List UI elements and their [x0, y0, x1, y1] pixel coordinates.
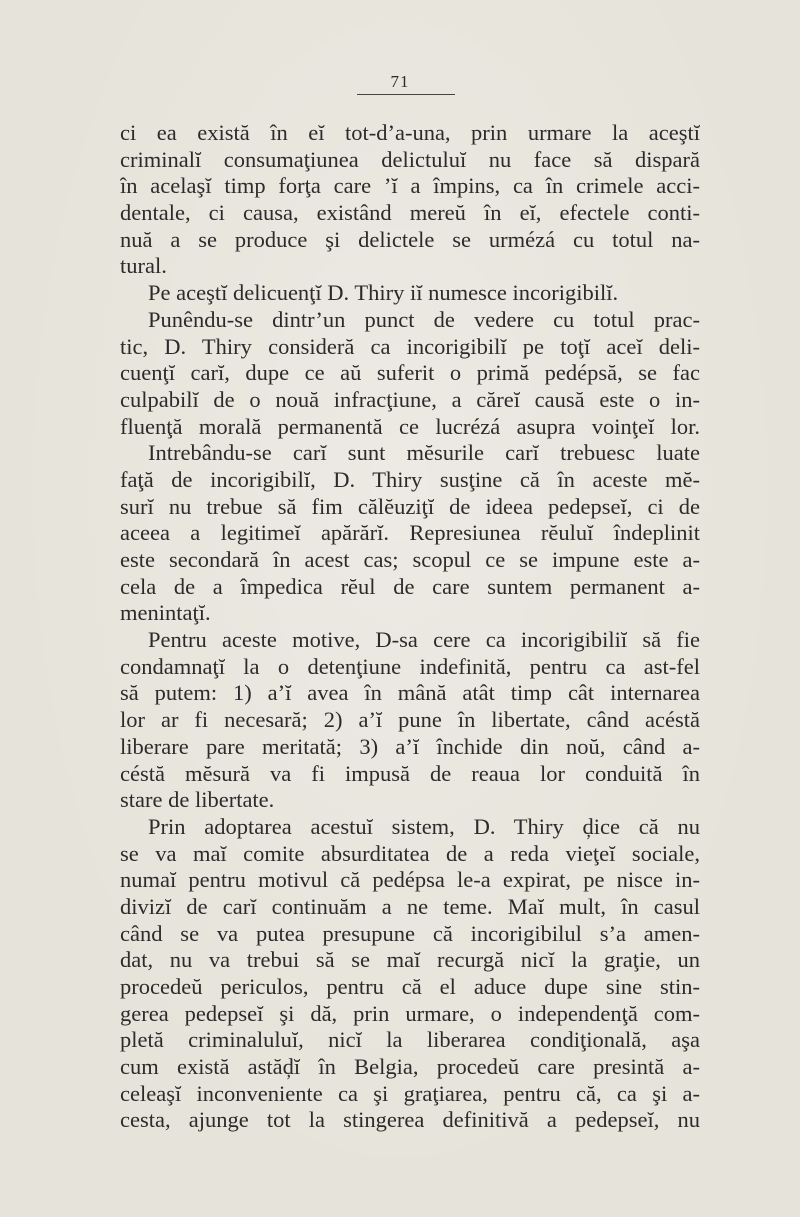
- text-line: Punêndu-se dintr’un punct de vedere cu totul prac-: [148, 306, 700, 332]
- header-rule: [357, 94, 455, 95]
- text-line: céstă mĕsură va fi impusă de reaua lor conduită în: [120, 760, 700, 786]
- text-line: stare de libertate.: [120, 787, 275, 813]
- text-line: ci ea există în eĭ tot-d’a-una, prin urmare la aceştĭ: [120, 120, 700, 145]
- text-line: tic, D. Thiry consideră ca incorigibilĭ pe toţĭ aceĭ deli-: [120, 333, 700, 359]
- text-line: condamnaţĭ la o detenţiune indefinită, pentru ca ast-fel: [120, 653, 700, 679]
- text-line: în acelaşĭ timp forţa care ’ĭ a împins, ca în crimele acci-: [120, 173, 700, 199]
- text-line: criminalĭ consumaţiunea delictuluĭ nu face să dispară: [120, 146, 700, 172]
- text-line: cum există astăḑĭ în Belgia, procedeŭ care presintă a-: [120, 1054, 700, 1080]
- body-text: [120, 120, 700, 1134]
- text-line: faţă de incorigibilĭ, D. Thiry susţine că în aceste mĕ-: [120, 466, 700, 492]
- text-line: celeaşĭ inconveniente ca şi graţiarea, pentru că, ca şi a-: [120, 1080, 700, 1106]
- text-line: culpabilĭ de o nouă infracţiune, a căreĭ causă este o in-: [120, 386, 700, 412]
- text-line: tural.: [120, 253, 167, 279]
- text-line: când se va putea presupune că incorigibilul s’a amen-: [120, 920, 700, 946]
- text-line: Pentru aceste motive, D-sa cere ca incorigibiliĭ să fie: [148, 627, 700, 653]
- text-line: gerea pedepseĭ şi dă, prin urmare, o independenţă com-: [120, 1000, 700, 1026]
- text-line: cuenţĭ carĭ, dupe ce aŭ suferit o primă pedépsă, se fac: [120, 360, 700, 386]
- text-line: lor ar fi necesară; 2) a’ĭ pune în libertate, când acéstă: [120, 707, 700, 733]
- text-line: este secondară în acest cas; scopul ce se impune este a-: [120, 547, 700, 572]
- text-line: cela de a împedica rĕul de care suntem permanent a-: [120, 573, 700, 599]
- text-line: pletă criminaluluĭ, nicĭ la liberarea condiţională, aşa: [120, 1027, 700, 1053]
- text-line: Pe aceştĭ delicuenţĭ D. Thiry iĭ numesce incorigibilĭ.: [148, 280, 619, 306]
- text-line: divizĭ de carĭ continuăm a ne teme. Maĭ mult, în casul: [120, 893, 700, 919]
- text-line: liberare pare meritată; 3) a’ĭ închide din noŭ, când a-: [120, 733, 700, 759]
- text-line: numaĭ pentru motivul că pedépsa le-a expirat, pe nisce in-: [120, 867, 700, 893]
- text-line: nuă a se produce şi delictele se urmézá cu totul na-: [120, 226, 700, 252]
- text-line: dat, nu va trebui să se maĭ recurgă nicĭ la graţie, un: [120, 947, 700, 973]
- text-line: dentale, ci causa, existând mereŭ în eĭ, efectele conti-: [120, 200, 700, 226]
- text-line: Prin adoptarea acestuĭ sistem, D. Thiry ḑice că nu: [148, 813, 700, 839]
- text-line: se va maĭ comite absurditatea de a reda vieţeĭ sociale,: [120, 840, 700, 866]
- text-line: Intrebându-se carĭ sunt mĕsurile carĭ trebuesc luate: [148, 440, 700, 466]
- page-number: 71: [390, 72, 410, 91]
- text-line: procedeŭ periculos, pentru că el aduce dupe sine stin-: [120, 974, 700, 999]
- text-line: surĭ nu trebue să fim călĕuziţĭ de ideea pedepseĭ, ci de: [120, 493, 700, 519]
- text-line: fluenţă morală permanentă ce lucrézá asupra voinţeĭ lor.: [120, 413, 700, 439]
- text-line: menintaţĭ.: [120, 600, 211, 626]
- text-line: cesta, ajunge tot la stingerea definitivă a pedepseĭ, nu: [120, 1107, 700, 1133]
- text-line: să putem: 1) a’ĭ avea în mână atât timp cât internarea: [120, 680, 700, 706]
- text-line: aceea a legitimeĭ apărărĭ. Represiunea rĕuluĭ îndeplinit: [120, 520, 700, 546]
